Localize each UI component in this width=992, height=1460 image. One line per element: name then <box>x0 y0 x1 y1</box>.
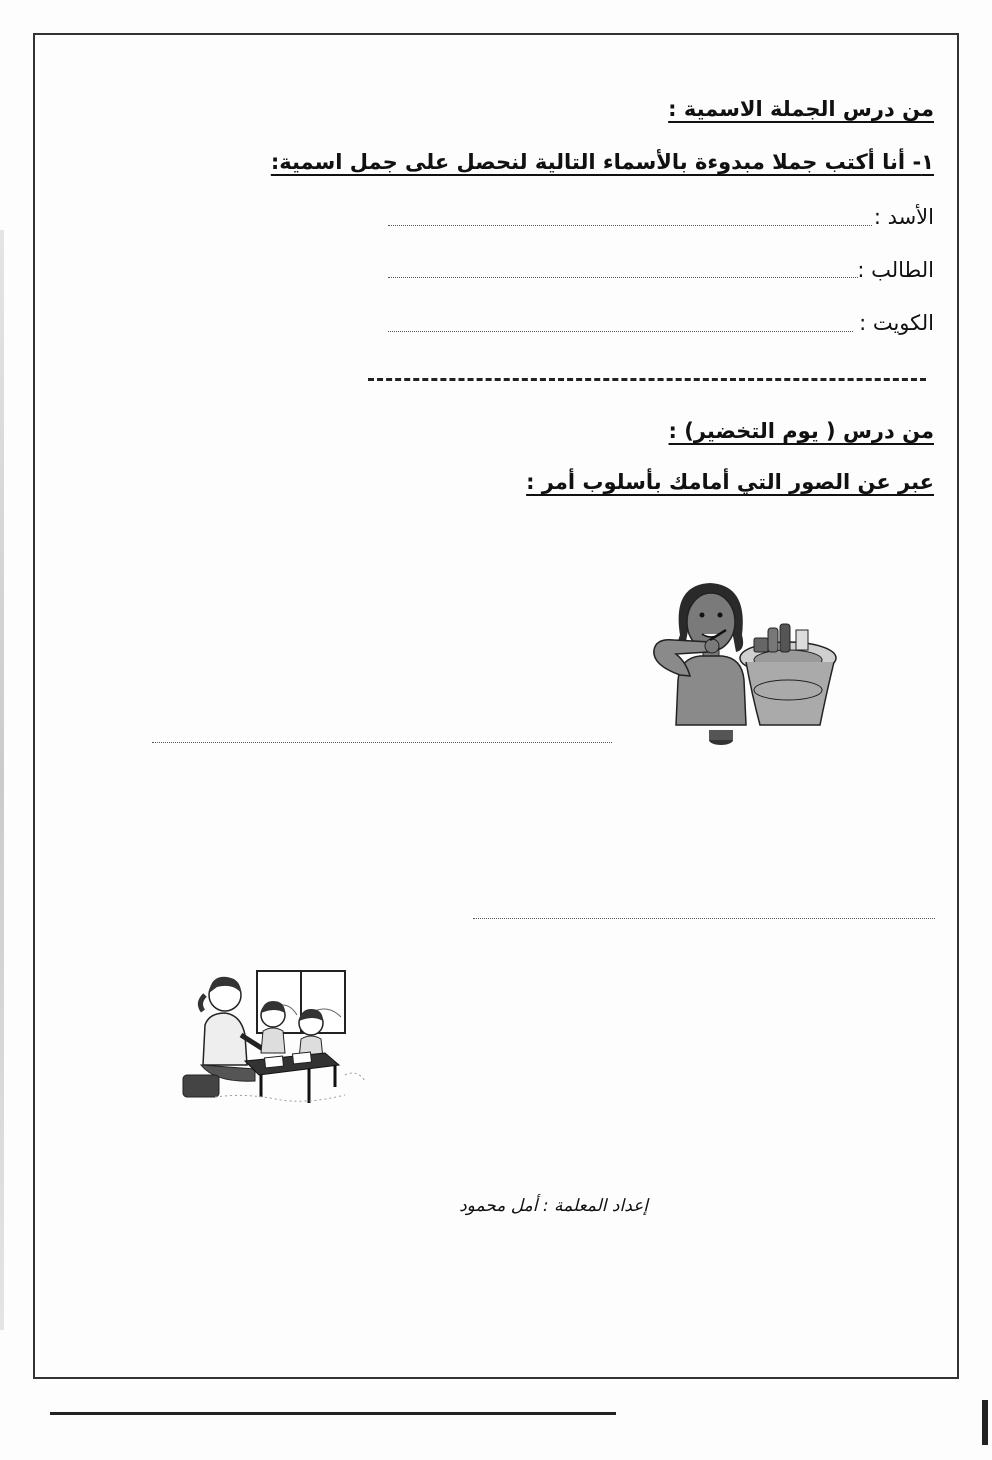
section2-instruction: عبر عن الصور التي أمامك بأسلوب أمر : <box>526 470 934 494</box>
answer-line-student[interactable] <box>388 277 858 278</box>
answer-line-picture-2[interactable] <box>473 918 935 919</box>
bottom-rule <box>50 1412 616 1415</box>
item-label-student: الطالب : <box>857 258 934 282</box>
answer-line-lion[interactable] <box>388 225 872 226</box>
section1-title: من درس الجملة الاسمية : <box>668 97 934 121</box>
item-label-kuwait: الكويت : <box>859 311 934 335</box>
item-label-lion: الأسد : <box>873 205 934 229</box>
section-separator <box>368 378 926 381</box>
answer-line-kuwait[interactable] <box>388 331 853 332</box>
scan-edge-shadow <box>0 230 4 1330</box>
teacher-credit: إعداد المعلمة : أمل محمود <box>459 1196 648 1216</box>
section1-instruction: ١- أنا أكتب جملا مبدوءة بالأسماء التالية لنحصل على جمل اسمية: <box>270 150 934 174</box>
woman-brushing-teeth-illustration <box>650 580 840 750</box>
section2-title: من درس ( يوم التخضير) : <box>668 419 934 443</box>
teacher-with-children-studying-illustration <box>175 965 375 1110</box>
answer-line-picture-1[interactable] <box>152 742 612 743</box>
scan-edge-mark <box>982 1400 988 1445</box>
